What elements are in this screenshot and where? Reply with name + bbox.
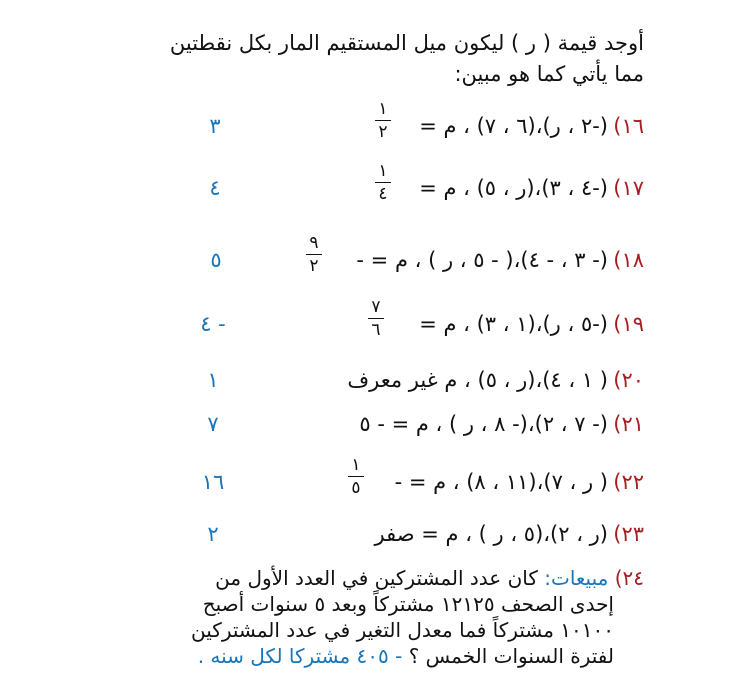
problem-text: لفترة السنوات الخمس ؟ (408, 644, 614, 668)
problem-number: ١٦) (613, 114, 644, 138)
fraction (373, 98, 393, 143)
fraction-numerator: ٩ (309, 233, 319, 253)
problem-number: ٢١) (613, 412, 644, 436)
problem-number: ٢٠) (613, 368, 644, 392)
problem-17 (0, 161, 756, 208)
problem-number: ١٩) (613, 312, 644, 336)
fraction-denominator: ٢ (309, 256, 319, 276)
problem-number: ١٨) (613, 248, 644, 272)
problem-number: ٢٤) (614, 566, 644, 590)
fraction (373, 160, 393, 205)
problem-text: كان عدد المشتركين في العدد الأول من (215, 566, 538, 590)
problem-expression: ( ر ، ٧)،(١١ ، ٨) ، م = - (394, 470, 608, 494)
problem-number: ١٧) (613, 176, 644, 200)
fraction (304, 232, 324, 277)
instructions-line-2: مما يأتي كما هو مبين: (454, 62, 644, 86)
problem-18 (0, 233, 756, 280)
answer: ٢ (207, 522, 219, 546)
instructions-line-1: أوجد قيمة ( ر ) ليكون ميل المستقيم المار بكل نقطتين (169, 31, 644, 55)
problem-expression: (-٥ ، ر)،(١ ، ٣) ، م = (419, 312, 608, 336)
answer: ٥ (210, 248, 222, 272)
fraction (346, 454, 366, 499)
fraction-denominator: ٢ (378, 122, 388, 142)
problem-expression: (- ٣ ، - ٤)،( - ٥ ، ر ) ، م = - (356, 248, 608, 272)
answer: ١ (207, 368, 219, 392)
answer: ٣ (209, 114, 221, 138)
problem-22 (0, 455, 756, 502)
instructions (100, 28, 644, 90)
problem-19 (0, 297, 756, 344)
problem-21 (0, 404, 756, 444)
problem-16 (0, 99, 756, 146)
fraction-numerator: ١ (378, 99, 388, 119)
problem-23 (0, 514, 756, 554)
fraction-numerator: ٧ (371, 297, 381, 317)
fraction-denominator: ٦ (371, 320, 381, 340)
problem-24 (104, 565, 644, 669)
fraction (366, 296, 386, 341)
problem-24-line-4 (104, 643, 644, 669)
problem-number: ٢٣) (613, 522, 644, 546)
problem-expression: (ر ، ٢)،(٥ ، ر ) ، م = صفر (374, 522, 608, 546)
problem-expression: (-٢ ، ر)،(٦ ، ٧) ، م = (419, 114, 608, 138)
problem-24-line-1 (104, 565, 644, 591)
fraction-denominator: ٥ (351, 478, 361, 498)
answer: ٧ (207, 412, 219, 436)
problem-expression: (-٤ ، ٣)،(ر ، ٥) ، م = (419, 176, 608, 200)
fraction-denominator: ٤ (378, 184, 388, 204)
problem-20 (0, 360, 756, 400)
answer: - ٤٠٥ مشتركا لكل سنه . (197, 644, 403, 668)
problem-expression: ( ١ ، ٤)،(ر ، ٥) ، م غير معرف (347, 368, 608, 392)
problem-expression: (- ٧ ، ٢)،(- ٨ ، ر ) ، م = - ٥ (359, 412, 608, 436)
problem-24-line-2: إحدى الصحف ١٢١٢٥ مشتركاً وبعد ٥ سنوات أصبح (202, 592, 614, 616)
answer: ٤ (209, 176, 221, 200)
answer: - ٤ (200, 312, 226, 336)
fraction-numerator: ١ (351, 455, 361, 475)
answer: ١٦ (201, 470, 225, 494)
problem-number: ٢٢) (613, 470, 644, 494)
problem-label: مبيعات: (544, 566, 609, 590)
fraction-numerator: ١ (378, 161, 388, 181)
problem-24-line-3: ١٠١٠٠ مشتركاً فما معدل التغير في عدد المشتركين (191, 618, 614, 642)
